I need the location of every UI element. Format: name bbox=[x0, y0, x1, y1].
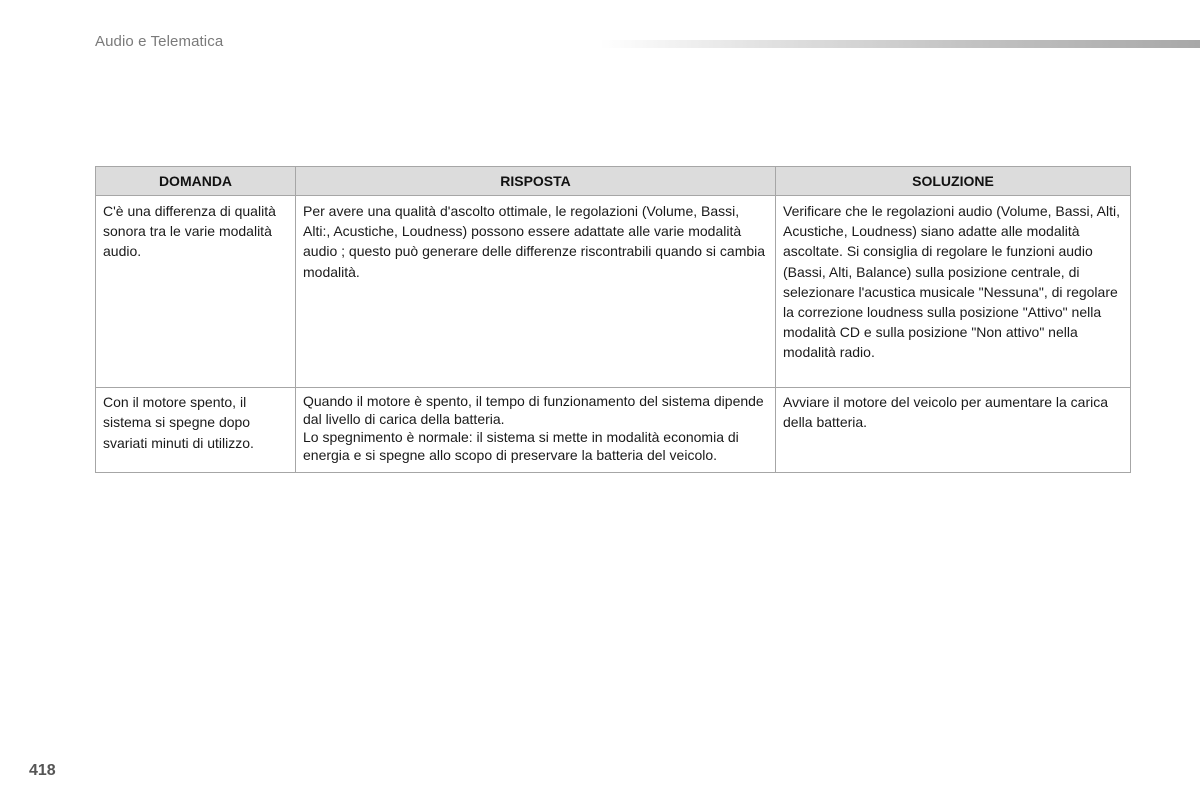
risposta-paragraph: Quando il motore è spento, il tempo di funzionamento del sistema dipende dal livello di carica della batteria. bbox=[303, 392, 764, 427]
column-header-soluzione: SOLUZIONE bbox=[776, 167, 1131, 196]
column-header-domanda: DOMANDA bbox=[96, 167, 296, 196]
risposta-paragraph: Lo spegnimento è normale: il sistema si mette in modalità economia di energia e si spegne allo scopo di preservare la batteria del veicolo. bbox=[303, 428, 739, 463]
risposta-cell: Per avere una qualità d'ascolto ottimale, le regolazioni (Volume, Bassi, Alti:, Acustiche, Loudness) possono essere adattate alle varie modalità audio ; questo può generare delle differenze riscontrabili quando si cambia modalità. bbox=[296, 196, 776, 388]
faq-table bbox=[95, 166, 1131, 473]
header-gradient-rule bbox=[600, 40, 1200, 48]
page-number: 418 bbox=[29, 762, 56, 779]
column-header-risposta: RISPOSTA bbox=[296, 167, 776, 196]
domanda-cell: Con il motore spento, il sistema si spegne dopo svariati minuti di utilizzo. bbox=[96, 387, 296, 472]
soluzione-cell: Verificare che le regolazioni audio (Volume, Bassi, Alti, Acustiche, Loudness) siano adatte alle modalità ascoltate. Si consiglia di regolare le funzioni audio (Bassi, Alti, Balance) sulla posizione centrale, di selezionare l'acustica musicale "Nessuna", di regolare la correzione loudness sulla posizione "Attivo" nella modalità CD e sulla posizione "Non attivo" nella modalità radio. bbox=[776, 196, 1131, 388]
table-row bbox=[96, 387, 1131, 472]
domanda-cell: C'è una differenza di qualità sonora tra le varie modalità audio. bbox=[96, 196, 296, 388]
soluzione-cell: Avviare il motore del veicolo per aumentare la carica della batteria. bbox=[776, 387, 1131, 472]
table-header-row bbox=[96, 167, 1131, 196]
risposta-cell bbox=[296, 387, 776, 472]
section-title: Audio e Telematica bbox=[95, 33, 224, 50]
table-row bbox=[96, 196, 1131, 388]
